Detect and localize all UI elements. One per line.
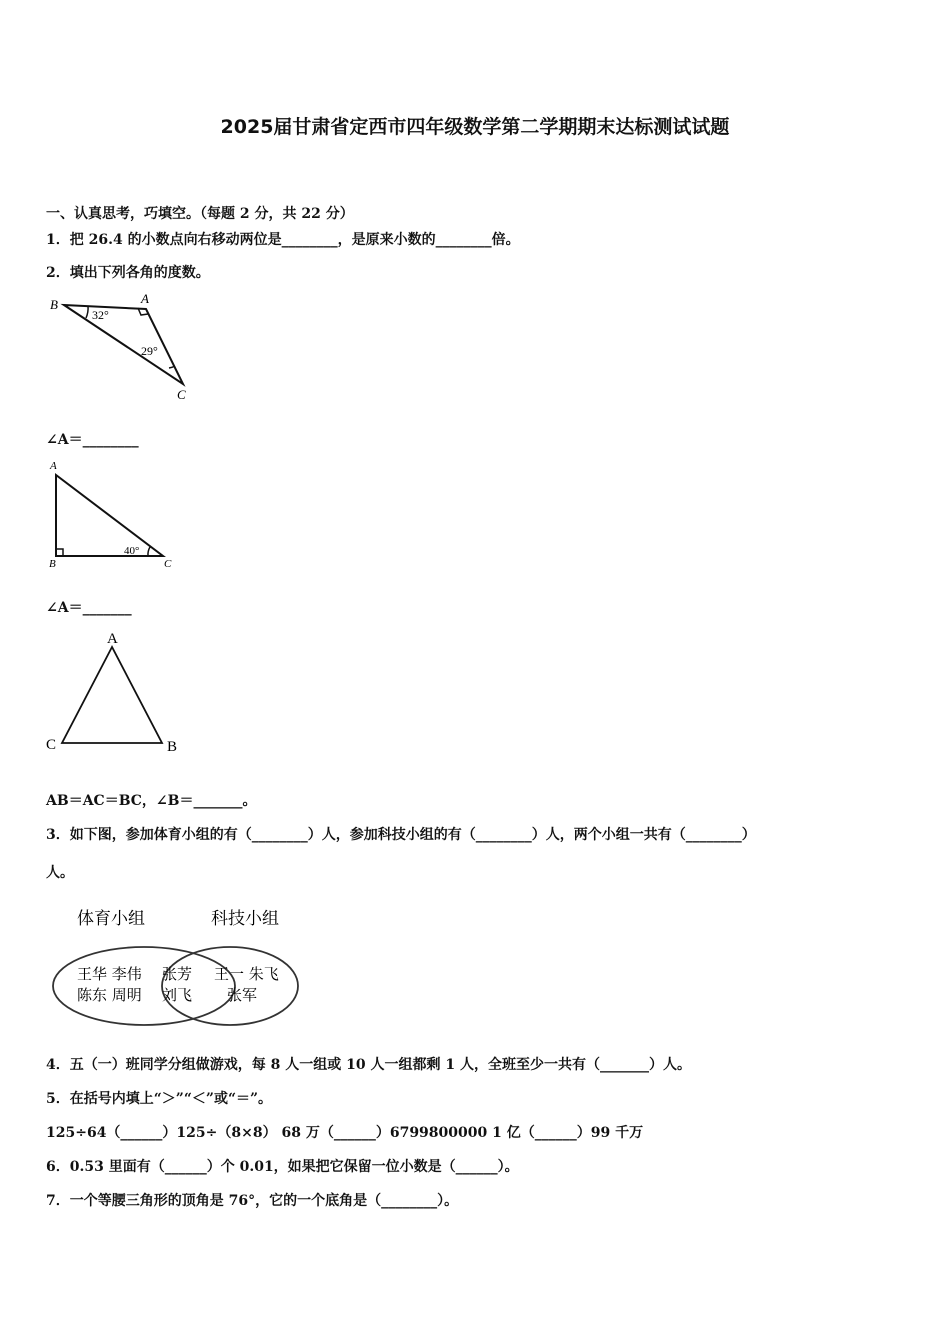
question-4: 4．五（一）班同学分组做游戏，每 8 人一组或 10 人一组都剩 1 人，全班至少一共有（_______）人。	[46, 1057, 691, 1073]
venn-diagram	[44, 898, 304, 1033]
angle-c-value: 29°	[141, 344, 158, 358]
label-c-2: C	[164, 558, 172, 570]
label-b-3: B	[167, 739, 178, 755]
question-3-line-1: 3．如下图，参加体育小组的有（________）人，参加科技小组的有（________）人，两个小组一共有（________）	[46, 827, 756, 843]
right-angle-mark	[56, 549, 63, 556]
right-names-row-2: 张军	[227, 986, 258, 1004]
question-5-items: 125÷64（______）125÷（8×8） 68 万（______）6799800000 1 亿（______）99 千万	[46, 1125, 644, 1141]
label-a: A	[141, 291, 149, 306]
label-a-3: A	[107, 631, 118, 647]
question-3-line-2: 人。	[46, 865, 74, 881]
right-names-row-1: 王一 朱飞	[214, 965, 279, 983]
left-names-row-2: 陈东 周明	[77, 986, 142, 1004]
angle-b-value: 32°	[92, 308, 109, 322]
question-7: 7．一个等腰三角形的顶角是 76°，它的一个底角是（________）。	[46, 1193, 459, 1209]
question-2: 2．填出下列各角的度数。	[46, 265, 210, 281]
triangle-1-shape	[64, 305, 183, 384]
right-group-title: 科技小组	[211, 909, 279, 929]
label-b: B	[50, 297, 58, 312]
angle-c-arc-2	[148, 547, 150, 556]
triangle-figure-2	[44, 455, 184, 570]
angle-b-arc	[86, 306, 88, 318]
label-c: C	[177, 387, 186, 402]
question-1: 1．把 26.4 的小数点向右移动两位是________，是原来小数的________倍。	[46, 232, 520, 248]
question-2a: ∠A＝________	[46, 432, 139, 448]
question-2b: ∠A＝_______	[46, 600, 132, 616]
triangle-3-shape	[62, 647, 162, 743]
question-5: 5．在括号内填上“＞”“＜”或“＝”。	[46, 1091, 273, 1107]
triangle-figure-1	[44, 288, 204, 403]
middle-names-row-1: 张芳	[162, 965, 193, 983]
label-b-2: B	[49, 558, 56, 570]
left-names-row-1: 王华 李伟	[77, 965, 142, 983]
triangle-2-shape	[56, 475, 163, 556]
page-title: 2025届甘肃省定西市四年级数学第二学期期末达标测试试题	[220, 116, 730, 138]
left-group-title: 体育小组	[77, 909, 145, 929]
question-6: 6．0.53 里面有（______）个 0.01，如果把它保留一位小数是（______）。	[46, 1159, 519, 1175]
section-heading: 一、认真思考，巧填空。（每题 2 分，共 22 分）	[46, 206, 354, 222]
middle-names-row-2: 刘飞	[162, 986, 193, 1004]
triangle-figure-3	[44, 625, 194, 760]
question-2c: AB＝AC＝BC，∠B＝_______。	[46, 793, 257, 809]
label-a-2: A	[50, 460, 57, 472]
label-c-3: C	[46, 737, 57, 753]
angle-c-value-2: 40°	[124, 545, 140, 557]
